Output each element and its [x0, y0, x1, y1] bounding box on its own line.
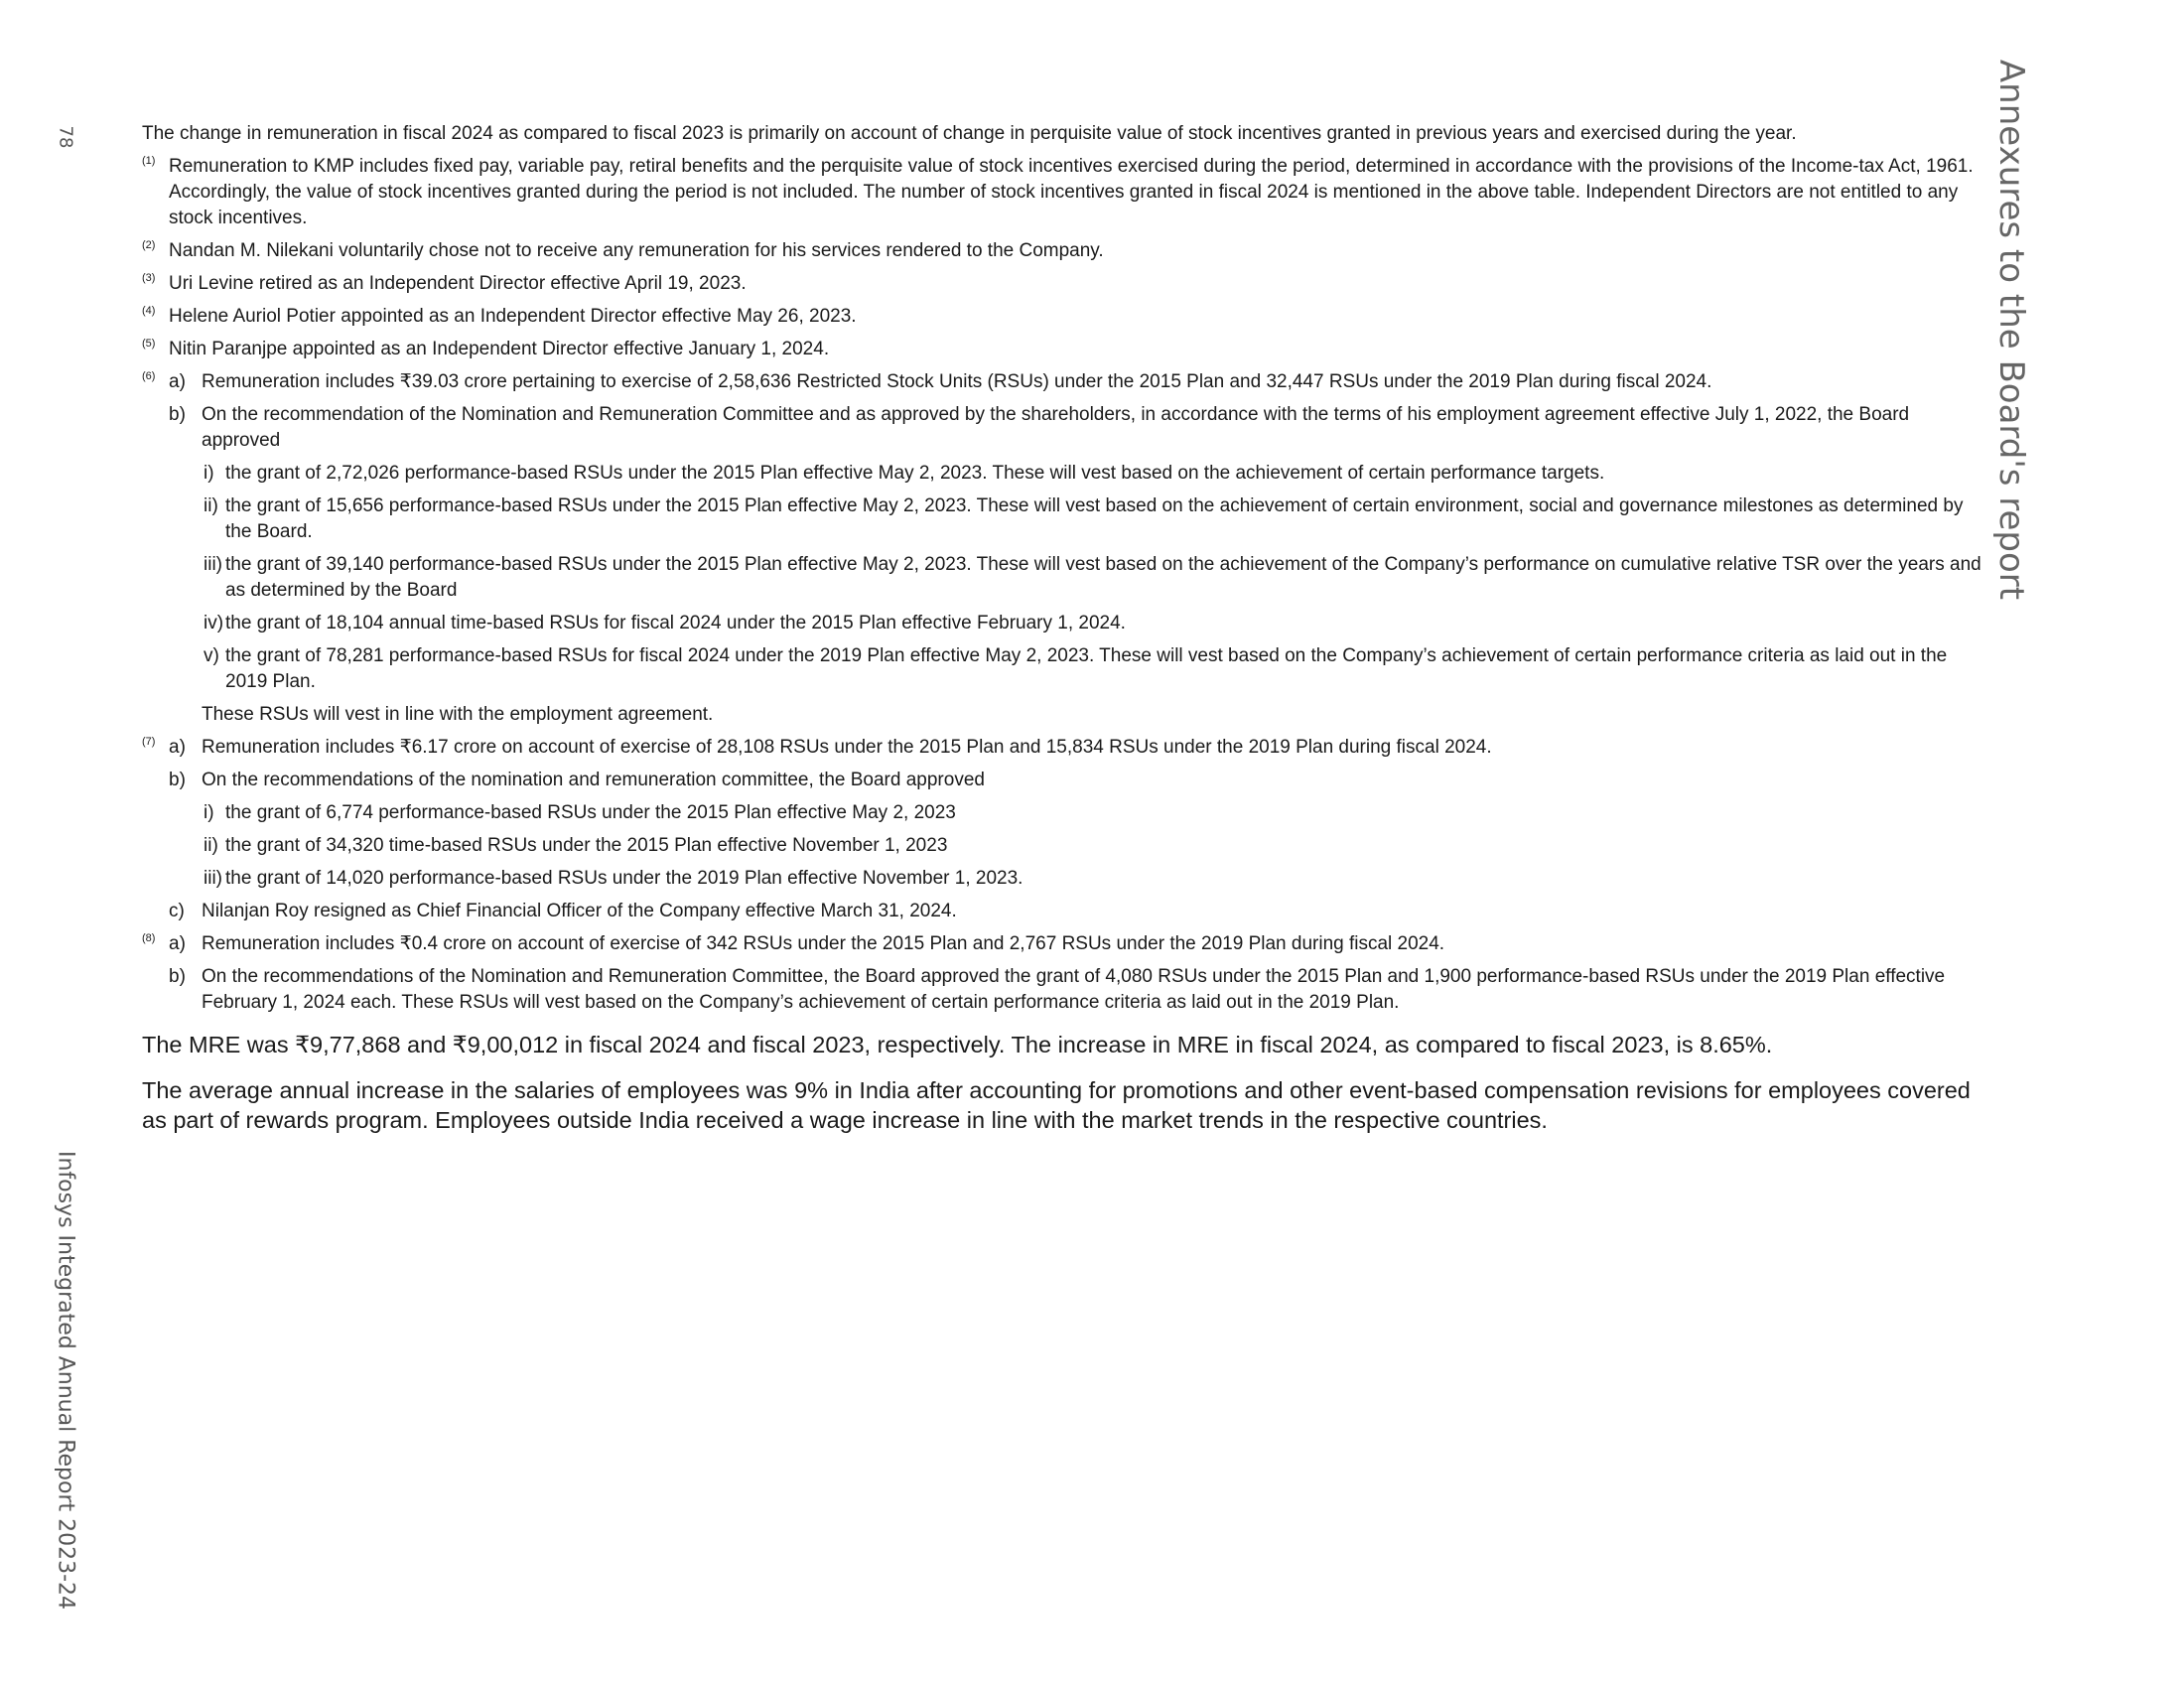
item-text: Remuneration includes ₹6.17 crore on account of exercise of 28,108 RSUs under the 2015 Plan and 15,834 RSUs under the 2019 Plan during fiscal 2024. [202, 737, 1492, 758]
footnote-text: Helene Auriol Potier appointed as an Independent Director effective May 26, 2023. [169, 306, 857, 327]
item-text: the grant of 6,774 performance-based RSUs under the 2015 Plan effective May 2, 2023 [225, 802, 956, 823]
footnote-text: Uri Levine retired as an Independent Director effective April 19, 2023. [169, 273, 747, 294]
footnote-7c [142, 899, 1988, 924]
section-title: Annexures to the Board's report [1991, 59, 2031, 601]
item-text: Nilanjan Roy resigned as Chief Financial Officer of the Company effective March 31, 2024. [202, 901, 957, 921]
footnote-7a [142, 735, 1988, 761]
footnote-6b-ii [142, 493, 1988, 545]
footnote-8a [142, 931, 1988, 957]
item-label: b) [169, 770, 186, 790]
footnote-4 [142, 304, 1988, 330]
item-label: i) [204, 802, 214, 823]
mre-paragraph: The MRE was ₹9,77,868 and ₹9,00,012 in fiscal 2024 and fiscal 2023, respectively. The increase in MRE in fiscal 2024, as compared to fiscal 2023, is 8.65%. [142, 1032, 1773, 1057]
item-text: On the recommendations of the nomination and remuneration committee, the Board approved [202, 770, 985, 790]
footnote-7b-iii [142, 866, 1988, 892]
item-text: On the recommendations of the Nomination and Remuneration Committee, the Board approved the grant of 4,080 RSUs under the 2015 Plan and 1,900 performance-based RSUs under the 2019 Plan effective February 1, 2024 each. These RSUs will vest based on the Company’s achievement of certain performance criteria as laid out in the 2019 Plan. [202, 966, 1946, 1013]
footnote-6b-v [142, 643, 1988, 695]
item-label: ii) [204, 835, 218, 856]
item-label: a) [169, 737, 186, 758]
item-label: a) [169, 371, 186, 392]
footnote-7b-ii [142, 833, 1988, 859]
item-label: iii) [204, 554, 222, 575]
footnote-marker: (6) [142, 370, 156, 382]
footnote-6b [142, 402, 1988, 454]
footnote-7b [142, 768, 1988, 793]
footnote-5 [142, 337, 1988, 362]
item-text: the grant of 18,104 annual time-based RSUs for fiscal 2024 under the 2015 Plan effective February 1, 2024. [225, 613, 1126, 633]
item-text: the grant of 34,320 time-based RSUs under the 2015 Plan effective November 1, 2023 [225, 835, 948, 856]
footnote-1 [142, 154, 1988, 231]
footnote-2 [142, 238, 1988, 264]
item-label: v) [204, 645, 219, 666]
footnote-marker: (1) [142, 155, 156, 167]
item-text: the grant of 39,140 performance-based RSUs under the 2015 Plan effective May 2, 2023. These will vest based on the achievement of the Company’s performance on cumulative relative TSR over the years and as determined by the Board [225, 554, 1981, 601]
item-text: Remuneration includes ₹39.03 crore pertaining to exercise of 2,58,636 Restricted Stock Units (RSUs) under the 2015 Plan and 32,447 RSUs under the 2019 Plan during fiscal 2024. [202, 371, 1712, 392]
footnote-8b [142, 964, 1988, 1016]
item-label: b) [169, 404, 186, 425]
item-label: iii) [204, 868, 222, 889]
footnote-6b-iv [142, 611, 1988, 636]
item-text: the grant of 14,020 performance-based RSUs under the 2019 Plan effective November 1, 2023. [225, 868, 1024, 889]
footnotes [142, 121, 1988, 1016]
item-text: Remuneration includes ₹0.4 crore on account of exercise of 342 RSUs under the 2015 Plan and 2,767 RSUs under the 2019 Plan during fiscal 2024. [202, 933, 1445, 954]
footnote-marker: (4) [142, 305, 156, 317]
footnote-text: Nandan M. Nilekani voluntarily chose not to receive any remuneration for his services rendered to the Company. [169, 240, 1104, 261]
footnote-marker: (5) [142, 338, 156, 350]
footnote-6b-i [142, 461, 1988, 487]
salary-increase-paragraph: The average annual increase in the salaries of employees was 9% in India after accounting for promotions and other event-based compensation revisions for employees covered as part of rewards program. Employees outside India received a wage increase in line with the market trends in the respective countries. [142, 1077, 1971, 1133]
report-title: Infosys Integrated Annual Report 2023-24 [53, 1150, 78, 1611]
item-text: On the recommendation of the Nomination and Remuneration Committee and as approved by the shareholders, in accordance with the terms of his employment agreement effective July 1, 2022, the Board approved [202, 404, 1910, 451]
intro-paragraph: The change in remuneration in fiscal 2024 as compared to fiscal 2023 is primarily on account of change in perquisite value of stock incentives granted in previous years and exercised during the year. [142, 123, 1797, 144]
footnote-6a [142, 369, 1988, 395]
footnote-marker: (7) [142, 736, 156, 748]
footnote-6b-iii [142, 552, 1988, 604]
item-label: iv) [204, 613, 224, 633]
item-label: ii) [204, 495, 218, 516]
footnote-marker: (8) [142, 932, 156, 944]
item-text: the grant of 78,281 performance-based RSUs for fiscal 2024 under the 2019 Plan effective May 2, 2023. These will vest based on the Company’s achievement of certain performance criteria as laid out in the 2019 Plan. [225, 645, 1948, 692]
item-text: the grant of 15,656 performance-based RSUs under the 2015 Plan effective May 2, 2023. These will vest based on the achievement of certain environment, social and governance milestones as determined by the Board. [225, 495, 1964, 542]
item-text: the grant of 2,72,026 performance-based RSUs under the 2015 Plan effective May 2, 2023. These will vest based on the achievement of certain performance targets. [225, 463, 1605, 484]
footnote-marker: (2) [142, 239, 156, 251]
footnote-text: Remuneration to KMP includes fixed pay, variable pay, retiral benefits and the perquisite value of stock incentives exercised during the period, determined in accordance with the provisions of the Income-tax Act, 1961. Accordingly, the value of stock incentives granted during the period is not included. The number of stock incentives granted in fiscal 2024 is mentioned in the above table. Independent Directors are not entitled to any stock incentives. [169, 156, 1974, 228]
item-label: i) [204, 463, 214, 484]
footnote-7b-i [142, 800, 1988, 826]
footnote-text: Nitin Paranjpe appointed as an Independent Director effective January 1, 2024. [169, 339, 830, 359]
page-number: 78 [55, 125, 76, 149]
footnote-6-closing: These RSUs will vest in line with the employment agreement. [202, 704, 714, 725]
item-label: c) [169, 901, 185, 921]
item-label: b) [169, 966, 186, 987]
footnote-marker: (3) [142, 272, 156, 284]
item-label: a) [169, 933, 186, 954]
footnote-3 [142, 271, 1988, 297]
main-content [142, 121, 1988, 1135]
